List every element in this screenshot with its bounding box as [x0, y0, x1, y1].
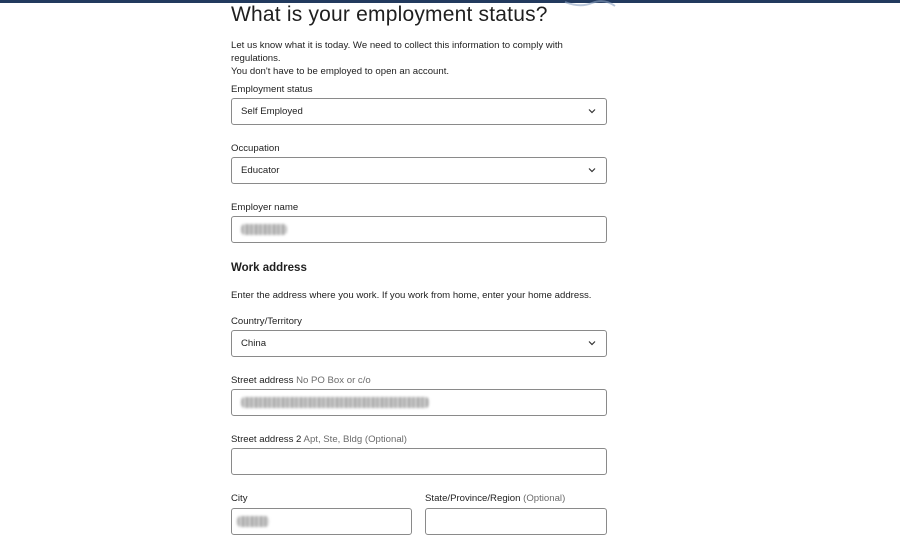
header-decoration	[560, 0, 620, 10]
chevron-down-icon	[588, 340, 596, 346]
occupation-value: Educator	[241, 165, 280, 176]
redacted-street-address	[241, 397, 429, 408]
street-address-2-label	[231, 434, 407, 445]
employer-name-input[interactable]	[231, 216, 607, 243]
chevron-down-icon	[588, 108, 596, 114]
city-input[interactable]	[231, 508, 412, 535]
state-label	[425, 493, 565, 504]
street-address-input[interactable]	[231, 389, 607, 416]
intro-line-1: Let us know what it is today. We need to collect this information to comply with regulations.	[231, 40, 563, 64]
state-hint: (Optional)	[523, 493, 566, 504]
employment-status-value: Self Employed	[241, 106, 303, 117]
street-address-2-input[interactable]	[231, 448, 607, 475]
work-address-heading: Work address	[231, 262, 307, 274]
intro-line-2: You don't have to be employed to open an account.	[231, 66, 450, 77]
employment-status-label: Employment status	[231, 84, 313, 95]
street-address-2-label-text: Street address 2	[231, 434, 302, 445]
employer-name-label: Employer name	[231, 202, 299, 213]
street-address-label-text: Street address	[231, 375, 294, 386]
occupation-label: Occupation	[231, 143, 280, 154]
country-select[interactable]	[231, 330, 607, 357]
state-input[interactable]	[425, 508, 607, 535]
street-address-hint: No PO Box or c/o	[296, 375, 371, 386]
chevron-down-icon	[588, 167, 596, 173]
redacted-employer-name	[241, 224, 287, 235]
city-label: City	[231, 493, 248, 504]
work-address-helper: Enter the address where you work. If you work from home, enter your home address.	[231, 290, 592, 301]
country-label: Country/Territory	[231, 316, 302, 327]
redacted-city	[237, 516, 269, 527]
occupation-select[interactable]	[231, 157, 607, 184]
state-label-text: State/Province/Region	[425, 493, 521, 504]
page-title: What is your employment status?	[231, 3, 548, 26]
street-address-2-hint: Apt, Ste, Bldg (Optional)	[303, 434, 407, 445]
street-address-label	[231, 375, 371, 386]
employment-status-select[interactable]	[231, 98, 607, 125]
country-value: China	[241, 338, 267, 349]
intro-text	[231, 39, 611, 78]
